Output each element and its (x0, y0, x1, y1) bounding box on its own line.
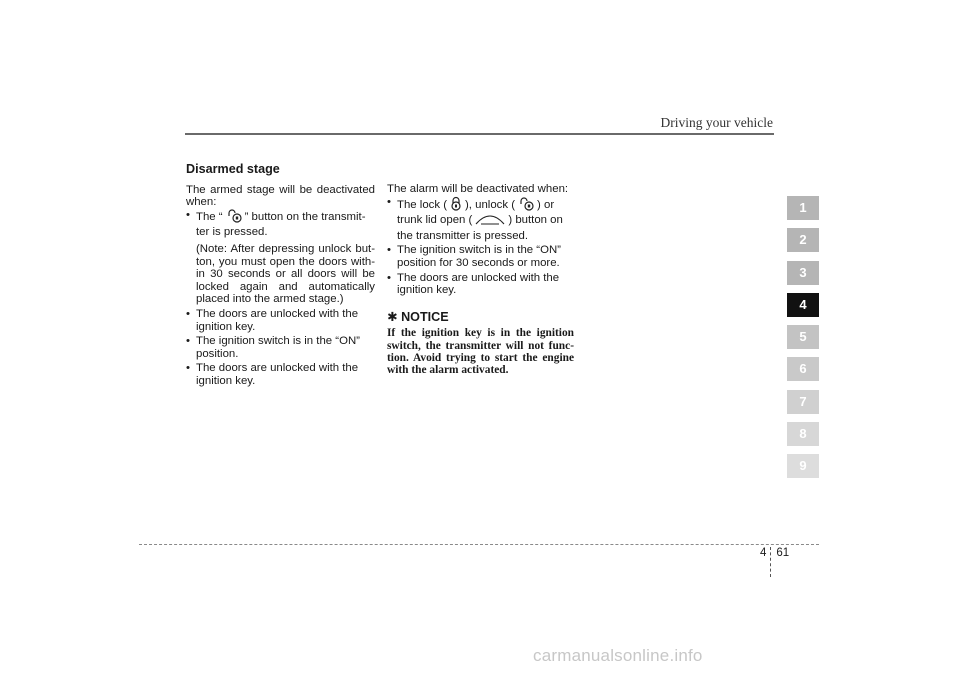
section-heading: Disarmed stage (186, 162, 280, 176)
notice-text: If the ignition key is in the ignition switch, the transmitter will not func-tion. Avoid trying to start the engine with the alarm activated. (387, 327, 574, 376)
list-item: • The doors are unlocked with the ignition key. (186, 362, 359, 387)
chapter-number: 4 (760, 547, 767, 559)
alarm-intro: The alarm will be deactivated when: (387, 183, 569, 195)
unlock-note: (Note: After depressing unlock but-ton, you must open the doors with-in 30 seconds or all doors will be locked again and automatically placed into the armed stage.) (196, 242, 375, 306)
notice-title: NOTICE (401, 309, 449, 324)
footer-rule (139, 544, 819, 545)
chapter-tab-8[interactable]: 8 (787, 422, 819, 446)
notice-symbol: ✱ (387, 309, 398, 324)
bullet: • (186, 208, 190, 221)
chapter-tab-6[interactable]: 6 (787, 357, 819, 381)
list-item: • The doors are unlocked with the ignition key. (387, 271, 560, 297)
page-separator (770, 547, 772, 577)
right-column (387, 163, 574, 376)
header-title: Driving your vehicle (660, 115, 773, 130)
chapter-tab-2[interactable]: 2 (787, 228, 819, 252)
unlock-icon (518, 197, 534, 215)
notice-heading (387, 311, 574, 324)
chapter-tab-4[interactable]: 4 (787, 293, 819, 317)
header-rule (185, 133, 774, 135)
section-intro: The armed stage will be deactivated when: (186, 183, 375, 209)
list-item: • The ignition switch is in the “ON” position for 30 seconds or more. (387, 244, 561, 269)
lock-icon (450, 196, 462, 215)
alarm-conditions-list (387, 196, 574, 297)
unlock-icon (226, 209, 242, 227)
trunk-icon (475, 214, 505, 230)
disarm-conditions-list (186, 209, 375, 388)
left-column (186, 163, 375, 390)
page-number-value: 61 (776, 547, 790, 559)
chapter-tabs (787, 196, 819, 487)
watermark: carmanualsonline.info (533, 646, 703, 665)
list-item: • The doors are unlocked with the ignition key. (186, 307, 359, 333)
chapter-tab-7[interactable]: 7 (787, 390, 819, 414)
list-item: • The “ ” button on the transmit-ter is pressed. (Note: After depressing unlock but-ton, you must open the doors with-in 30 seconds or all doors will be locked again and automatically placed into the armed stage.) (186, 208, 375, 306)
list-item: • The ignition switch is in the “ON” position. (186, 335, 360, 360)
chapter-tab-9[interactable]: 9 (787, 454, 819, 478)
list-item: • The lock ( ), unlock ( ) or trunk lid open ( ) button on the transmitter is pressed. (387, 195, 563, 242)
chapter-tab-3[interactable]: 3 (787, 261, 819, 285)
page-number (760, 547, 789, 577)
chapter-tab-1[interactable]: 1 (787, 196, 819, 220)
chapter-tab-5[interactable]: 5 (787, 325, 819, 349)
